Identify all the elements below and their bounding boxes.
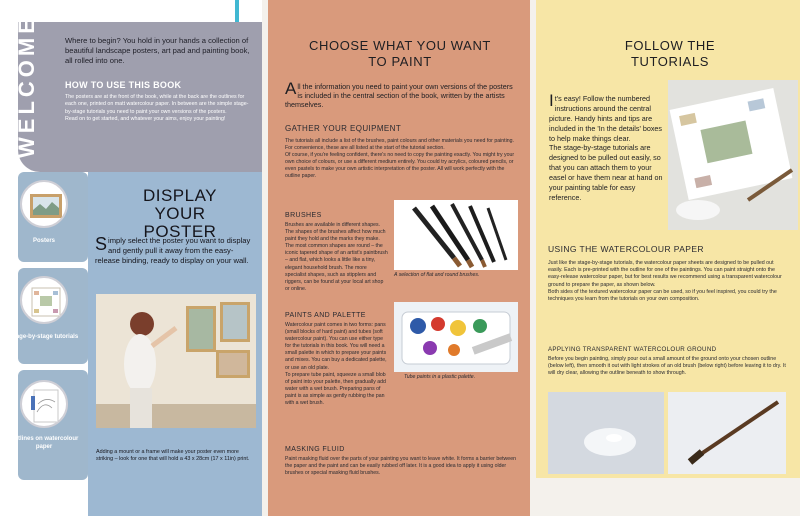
brush-smoothing-image [668, 392, 786, 474]
bottom-strip [536, 478, 800, 516]
masking-text: Paint masking fluid over the parts of your painting you want to leave white. It forms a barrier between the paper and the paint and can be easily rubbed off later. It is a good idea to apply it using older brushes or special masking fluid brushes. [285, 456, 516, 477]
display-poster-title: DISPLAY YOUR POSTER [142, 186, 218, 241]
display-poster-caption: Adding a mount or a frame will make your poster even more striking – look for one that will hold a 43 x 28cm (17 x 11in) print. [96, 449, 250, 463]
watercolour-ground-text: Before you begin painting, simply pour out a small amount of the ground onto your chosen outline (below left), then smooth it out with light strokes of an old brush (below right) before leaving it to dry. It will dry clear, allowing the outline beneath to show through. [548, 356, 786, 377]
howto-title: HOW TO USE THIS BOOK [65, 80, 182, 90]
drop-cap: I [549, 90, 554, 110]
drop-cap: S [95, 234, 108, 254]
palette-photo [394, 302, 518, 372]
tutorials-thumbnail [20, 276, 68, 324]
howto-text: The posters are at the front of the book, while at the back are the outlines for each one, printed on matt watercolour paper. In between are the simple stage-by-stage tutorials you need to paint your own versions of the posters. Read on to get started, and whatever your aims, enjoy your painting! [65, 94, 249, 122]
tutorial-sheet-photo [668, 80, 798, 230]
brushes-caption: A selection of flat and round brushes. [394, 272, 480, 278]
choose-heading: CHOOSE WHAT YOU WANT TO PAINT [309, 38, 491, 69]
display-poster-text: Simply select the poster you want to display and gently pull it away from the easy-release binding, ready to display on your wall. [95, 234, 251, 265]
pour-ground-image [548, 392, 664, 474]
welcome-title: WELCOME [14, 15, 39, 158]
choose-intro: All the information you need to paint your own versions of the posters is included in the central section of the book, written by the artists themselves. [285, 79, 513, 109]
palette-caption: Tube paints in a plastic palette. [404, 374, 476, 380]
hanging-poster-photo [96, 294, 256, 428]
paint-palette-image [394, 302, 518, 372]
watercolour-ground-title: APPLYING TRANSPARENT WATERCOLOUR GROUND [548, 346, 717, 353]
thumb-label-outlines: Outlines on watercolour paper [9, 436, 79, 450]
palette-text: Watercolour paint comes in two forms: pans (small blocks of hard paint) and tubes (soft watercolour paint). You can use either type for the tutorials in this book. You will need a small palette in which to prepare your paints and mixes. You can buy a dedicated palette, or use an old plate. To prepare tube paint, squeeze a small blob of paint into your palette, then gradually add water with a wet brush. Preparing pans of paint is as simple as gently rubbing the pan with a wet brush. [285, 322, 387, 407]
brushes-photo [394, 200, 518, 270]
smooth-ground-photo [668, 392, 786, 474]
drop-cap: A [285, 79, 297, 98]
thumb-label-tutorials: Stage-by-stage tutorials [9, 334, 79, 340]
pour-ground-photo [548, 392, 664, 474]
brushes-title: BRUSHES [285, 212, 322, 219]
watercolour-paper-text: Just like the stage-by-stage tutorials, the watercolour paper sheets are designed to be pulled out easily. Each is pre-printed with the outline for one of the paintings. You can paint straight onto the easy-release watercolour paper, but for best results we recommend using a transparent watercolour ground to prepare the paper, as shown below. Both sides of the textured watercolour paper can be used, so if you feel inspired, you could try the techniques you learn from the tutorials on your own composition. [548, 260, 782, 303]
welcome-intro: Where to begin? You hold in your hands a collection of beautiful landscape posters, art pad and painting book, all rolled into one. [65, 36, 250, 66]
masking-title: MASKING FLUID [285, 446, 345, 453]
posters-thumbnail [20, 180, 68, 228]
thumb-label-posters: Posters [32, 238, 55, 244]
brushes-text: Brushes are available in different shapes. The shapes of the brushes affect how much paint they hold and the marks they make. The most common shapes are round – the iconic tapered shape of an artist's paintbrush – and flat, which looks a little like a tiny, elegant household brush. The more specialist shapes, such as stipplers and riggers, can be found at your local art shop or online. [285, 222, 388, 292]
gather-text: The tutorials all include a list of the brushes, paint colours and other materials you need for painting. For convenience, these are all listed at the start of the tutorial section. Of course, if you're feeling confident, there's no need to copy the painting exactly. You might try your own choice of colours, or use a different medium entirely. You could try acrylics, coloured pencils, or even pastels to make your own artistic interpretation of the poster. All will work perfectly with the outline paper. [285, 138, 515, 180]
follow-intro: It's easy! Follow the numbered instructions around the central picture. Handy hints and tips are included in the 'In the details' boxes to help make things clear. The stage-by-stage tutorials are designed to be pulled out easily, so that you can attach them to your easel or have them near at hand on your painting table for easy reference. [549, 90, 663, 202]
tutorial-sheet-image [668, 80, 798, 230]
woman-hanging-poster-image [96, 294, 256, 428]
follow-heading: FOLLOW THE TUTORIALS [624, 38, 716, 69]
outlines-thumbnail [20, 380, 68, 428]
brushes-image [394, 200, 518, 270]
palette-title: PAINTS AND PALETTE [285, 312, 366, 319]
gather-title: GATHER YOUR EQUIPMENT [285, 124, 402, 133]
accent-bar [235, 0, 239, 24]
watercolour-paper-title: USING THE WATERCOLOUR PAPER [548, 244, 704, 254]
